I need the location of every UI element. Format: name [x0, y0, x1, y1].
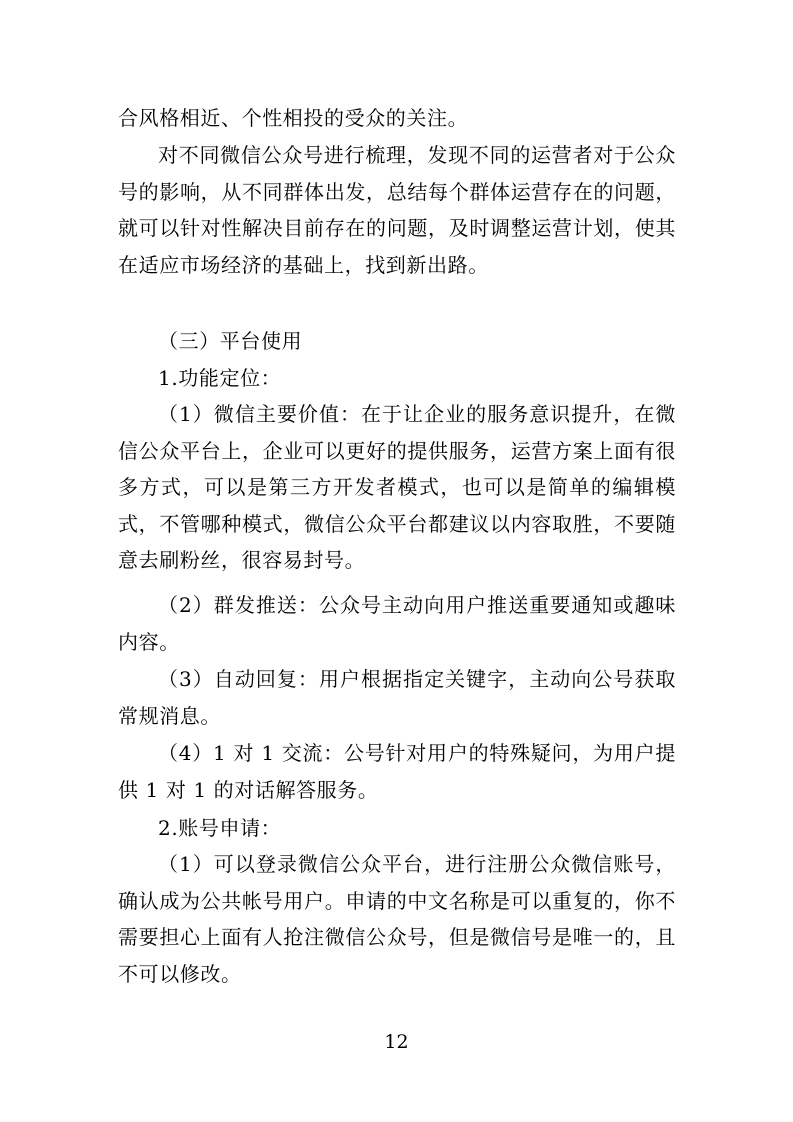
section-heading-platform-usage: （三）平台使用	[158, 329, 303, 353]
paragraph-continuation: 合风格相近、个性相投的受众的关注。	[118, 106, 469, 130]
subheading-account-application: 2.账号申请：	[158, 816, 282, 840]
paragraph-wechat-overview: 对不同微信公众号进行梳理，发现不同的运营者对于公众号的影响，从不同群体出发，总结每个群体运营存在的问题，就可以针对性解决目前存在的问题，及时调整运营计划，使其在适应市场经济的基础上，找到新出路。	[118, 143, 676, 277]
paragraph-one-to-one: （4）1 对 1 交流：公号针对用户的特殊疑问，为用户提供 1 对 1 的对话解答服务。	[118, 741, 676, 802]
paragraph-mass-push: （2）群发推送：公众号主动向用户推送重要通知或趣味内容。	[118, 593, 676, 654]
subheading-function-positioning: 1.功能定位：	[158, 366, 282, 390]
paragraph-auto-reply: （3）自动回复：用户根据指定关键字，主动向公号获取常规消息。	[118, 667, 676, 728]
paragraph-registration: （1）可以登录微信公众平台，进行注册公众微信账号，确认成为公共帐号用户。申请的中文名称是可以重复的，你不需要担心上面有人抢注微信公众号，但是微信号是唯一的，且不可以修改。	[118, 852, 676, 986]
page-number: 12	[384, 1031, 409, 1053]
paragraph-main-value: （1）微信主要价值：在于让企业的服务意识提升，在微信公众平台上，企业可以更好的提供服务，运营方案上面有很多方式，可以是第三方开发者模式，也可以是简单的编辑模式，不管哪种模式，微信公众平台都建议以内容取胜，不要随意去刷粉丝，很容易封号。	[118, 402, 676, 572]
